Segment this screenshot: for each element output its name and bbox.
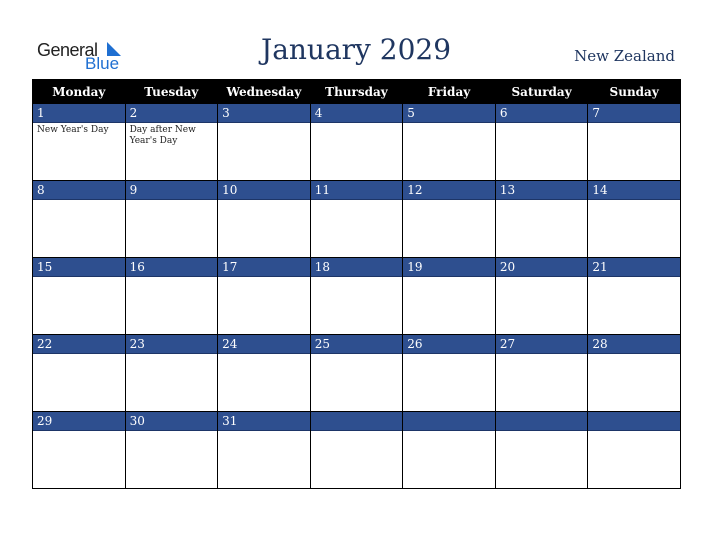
- day-number: 7: [588, 104, 680, 123]
- day-number: 9: [126, 181, 218, 200]
- day-number: 8: [33, 181, 125, 200]
- day-cell: [33, 104, 126, 181]
- holiday-label: New Year's Day: [37, 125, 109, 135]
- week-row: [33, 412, 681, 489]
- weekday-header-row: [33, 80, 681, 104]
- day-number: 1: [33, 104, 125, 123]
- day-cell: [310, 412, 403, 489]
- day-cell: [310, 335, 403, 412]
- day-cell: [33, 335, 126, 412]
- day-cell: [218, 258, 311, 335]
- day-number: 28: [588, 335, 680, 354]
- day-cell: [33, 412, 126, 489]
- day-number: [311, 412, 403, 431]
- week-row: [33, 104, 681, 181]
- day-number: 6: [496, 104, 588, 123]
- day-number: 26: [403, 335, 495, 354]
- day-number: 27: [496, 335, 588, 354]
- day-cell: [495, 181, 588, 258]
- day-number: 30: [126, 412, 218, 431]
- day-number: 12: [403, 181, 495, 200]
- day-number: 18: [311, 258, 403, 277]
- logo-blue-text: Blue: [85, 54, 120, 73]
- day-cell: [588, 104, 681, 181]
- day-cell: [403, 412, 496, 489]
- day-cell: [588, 335, 681, 412]
- day-cell: [310, 258, 403, 335]
- day-number: 31: [218, 412, 310, 431]
- day-cell: [588, 181, 681, 258]
- day-cell: [125, 181, 218, 258]
- week-row: [33, 335, 681, 412]
- weekday-header: Wednesday: [218, 80, 311, 104]
- day-cell: [403, 104, 496, 181]
- day-number: 21: [588, 258, 680, 277]
- day-cell: [218, 104, 311, 181]
- day-number: 25: [311, 335, 403, 354]
- day-number: 22: [33, 335, 125, 354]
- day-cell: [310, 181, 403, 258]
- day-number: 14: [588, 181, 680, 200]
- day-cell: [495, 412, 588, 489]
- day-cell: [33, 258, 126, 335]
- weekday-header: Thursday: [310, 80, 403, 104]
- day-number: 20: [496, 258, 588, 277]
- day-number: 13: [496, 181, 588, 200]
- day-cell: [218, 181, 311, 258]
- day-cell: [125, 412, 218, 489]
- day-cell: [495, 335, 588, 412]
- week-row: [33, 181, 681, 258]
- weekday-header: Monday: [33, 80, 126, 104]
- day-number: 11: [311, 181, 403, 200]
- country-label: New Zealand: [574, 47, 675, 65]
- logo-general-text: General: [37, 40, 98, 60]
- day-cell: [218, 335, 311, 412]
- month-calendar: [32, 79, 681, 489]
- holiday-label: Day after New Year's Day: [129, 125, 196, 146]
- day-number: 19: [403, 258, 495, 277]
- day-cell: [403, 258, 496, 335]
- day-cell: [495, 258, 588, 335]
- weekday-header: Tuesday: [125, 80, 218, 104]
- day-cell: [125, 258, 218, 335]
- day-cell: [125, 104, 218, 181]
- day-cell: [218, 412, 311, 489]
- month-title: January 2029: [260, 33, 452, 66]
- day-number: 10: [218, 181, 310, 200]
- day-number: 5: [403, 104, 495, 123]
- weekday-header: Sunday: [588, 80, 681, 104]
- day-number: 15: [33, 258, 125, 277]
- day-number: 23: [126, 335, 218, 354]
- day-number: [588, 412, 680, 431]
- day-number: 17: [218, 258, 310, 277]
- day-cell: [310, 104, 403, 181]
- day-cell: [403, 335, 496, 412]
- day-cell: [495, 104, 588, 181]
- day-number: 4: [311, 104, 403, 123]
- day-number: 16: [126, 258, 218, 277]
- day-number: [403, 412, 495, 431]
- weekday-header: Saturday: [495, 80, 588, 104]
- day-number: 24: [218, 335, 310, 354]
- day-number: 3: [218, 104, 310, 123]
- weekday-header: Friday: [403, 80, 496, 104]
- day-number: 29: [33, 412, 125, 431]
- day-cell: [125, 335, 218, 412]
- day-cell: [588, 258, 681, 335]
- day-number: 2: [126, 104, 218, 123]
- day-cell: [588, 412, 681, 489]
- day-cell: [403, 181, 496, 258]
- week-row: [33, 258, 681, 335]
- day-number: [496, 412, 588, 431]
- day-cell: [33, 181, 126, 258]
